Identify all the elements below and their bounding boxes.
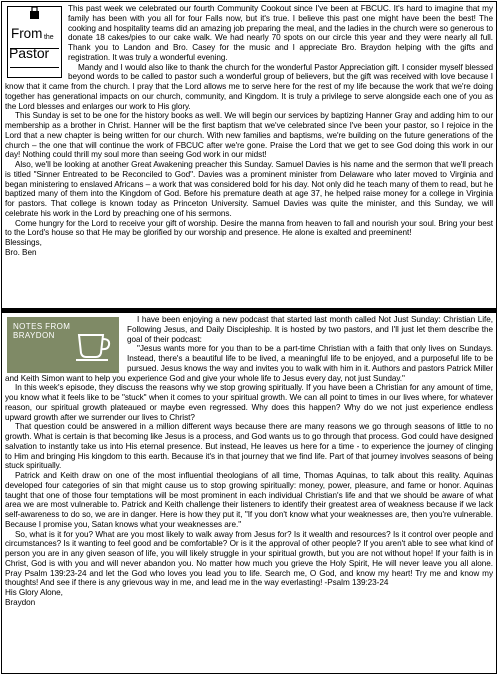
notes-from-braydon-section [2, 314, 496, 673]
pastor-paragraph-4: Also, we'll be looking at another Great Awakening preacher this Sunday. Samuel Davies is his name and the sermon that we'll preach is titled "Sinner Entreated to be Reconciled to God". Davies was a prominent minister from Delaware who later moved to Virginia and began ministering to enslaved Africans – a work that was considered bold for his day. Not only did he teach many of them to read, but he baptized many of them into the Kingdom of God. Before his premature death at age 37, he helped raise money for a college in Virginia for pastors. That college is known today as Princeton University. Samuel Davies was quite the minister, and this Sunday, we will celebrate his work in the Lord by preaching one of his sermons. [5, 160, 493, 218]
braydon-paragraph-3: In this week's episode, they discuss the reasons why we stop growing spiritually. If you have been a Christian for any amount of time, you know what it feels like to be "stuck" when it comes to your spiritual growth. We can all point to times in our lives where, for whatever reason, our spiritual growth plateaued or maybe even regressed. Why does this happen? Why do we not just experience endless upward growth after we surrender our lives to Christ? [5, 383, 493, 422]
badge-the-text: the [44, 34, 54, 41]
badge-pastor-text: Pastor [9, 45, 50, 61]
pastor-paragraph-3: This Sunday is set to be one for the history books as well. We will begin our services by baptizing Hanner Gray and adding him to our membership as a brother in Christ. Hanner will be the first baptism that we've celebrated since I've been your pastor, so I rejoice in the Lord that a new chapter is being written for our church. With new families and baptisms, we're building on the future generations of the church – the one that will continue the work of FBCUC after we're gone. Praise the Lord that we get to see God doing this work in our day! Nothing could thrill my soul more than seeing God work in our midst! [5, 111, 493, 160]
pastor-paragraph-1: This past week we celebrated our fourth Community Cookout since I've been at FBCUC. It's hard to imagine that my family has been with you all for four Falls now, but it's true. I believe this past one might have been the best! The cooking and hospitality teams did an amazing job preparing the meal, and the ladies in the church were so generous to donate 18 cakes/pies to our cake walk. We had nearly 70 spots on our circle this year and they were nearly all full. Thank you to Landon and Bro. Casey for the music and I appreciate Bro. Braydon helping with the gifts and registration. It was truly a wonderful evening. [68, 4, 493, 62]
braydon-signature: Braydon [5, 597, 36, 607]
from-the-pastor-badge [7, 6, 62, 78]
coffee-cup-icon [75, 329, 113, 363]
pastor-signature: Bro. Ben [5, 247, 37, 257]
newsletter-page [1, 1, 497, 674]
braydon-paragraph-1: I have been enjoying a new podcast that started last month called Not Just Sunday: Christian Life, Following Jesus, and Daily Discipleship. It is hosted by two pastors, and I'll just let them describe the goal of their podcast: [127, 315, 493, 344]
braydon-paragraph-4: That question could be answered in a million different ways because there are many reasons we go through seasons of little to no growth. What is certain is that becoming like Jesus is a process, and God wants us to go through that process. God could have designed salvation to instantly take us into His eternal presence. But instead, He leaves us here for a time - to experience the journey of clinging to Him and bringing His kingdom to this earth. Because it's in that journey that we find life. Part of that journey involves seasons of being stuck spiritually. [5, 422, 494, 471]
section-divider [2, 308, 496, 313]
pastor-paragraph-5: Come hungry for the Lord to receive your gift of worship. Desire the manna from heaven to fall and nourish your soul. Bring your best to the Lord's house so that He may be glorified by our worship and presence. He alone is exalted and preeminent! [5, 218, 493, 238]
braydon-paragraph-6: So, what is it for you? What are you most likely to walk away from Jesus for? Is it wealth and resources? Is it control over people and circumstances? Is it wanting to feel good and be comfortable? Or is it the approval of other people? If you aren't able to see what kind of person you are in any given season of life, you will likely struggle in your spiritual growth, but you are not without hope! If your faith is in Christ, God is with you and will never abandon you. No matter how much you grieve the Holy Spirit, He will never leave you all alone. Pray Psalm 139:23-24 and let the God who loves you lead you to life. Search me, O God, and know my heart! Try me and know my thoughts! And see if there is any grievous way in me, and lead me in the way everlasting! -Psalm 139:23-24 [5, 529, 493, 588]
binder-clip-icon [29, 6, 40, 20]
badge-from-text: From [11, 26, 43, 41]
braydon-paragraph-5: Patrick and Keith draw on one of the most influential theologians of all time, Thomas Aquinas, to talk about this reality. Aquinas developed four categories of sin that might cause us to stop growing spiritually: money, power, pleasure, and fame or honor. Aquinas taught that one of those four temptations will be most prominent in each individual Christian's life and that we should be aware of what area we are most vulnerable to. Patrick and Keith challenge their listeners to identify their greatest area of weakness because if we lack self-awareness to do so, we are in danger. Here is how they put it, "If you don't know what your weaknesses are, then you're vulnerable. Because I promise you, Satan knows what your weaknesses are." [5, 471, 493, 529]
braydon-closing: His Glory Alone, [5, 588, 63, 597]
pastor-closing: Blessings, [5, 238, 42, 247]
from-the-pastor-section [2, 2, 496, 307]
badge-braydon-text: BRAYDON [13, 331, 55, 340]
notes-from-braydon-badge [7, 317, 119, 373]
pastor-paragraph-2: Mandy and I would also like to thank the church for the wonderful Pastor Appreciation gift. I consider myself blessed beyond words to be called to pastor such a wonderful group of believers, but the gift was received with love because I know that it came from the church. I pray that the Lord allows me to serve here for the rest of my life because the work that we're doing together has generational impacts on our church, community, and Kingdom. It is truly a privilege to serve alongside each one of you as the Lord blesses and enlarges our work to His glory. [5, 62, 493, 111]
badge-notes-from-text: NOTES FROM [13, 322, 71, 331]
braydon-paragraph-2: "Jesus wants more for you than to be a part-time Christian with a faith that only lives on Sundays. Instead, there's a beautiful life to be lived, a meaningful life to be enjoyed, and a purposeful life to be pursued. Jesus knows the way and invites you to walk with him in it. Authors and pastors Patrick Miller and Keith Simon want to help you experience God and give your whole life to Jesus every day, not just Sunday." [5, 344, 493, 383]
